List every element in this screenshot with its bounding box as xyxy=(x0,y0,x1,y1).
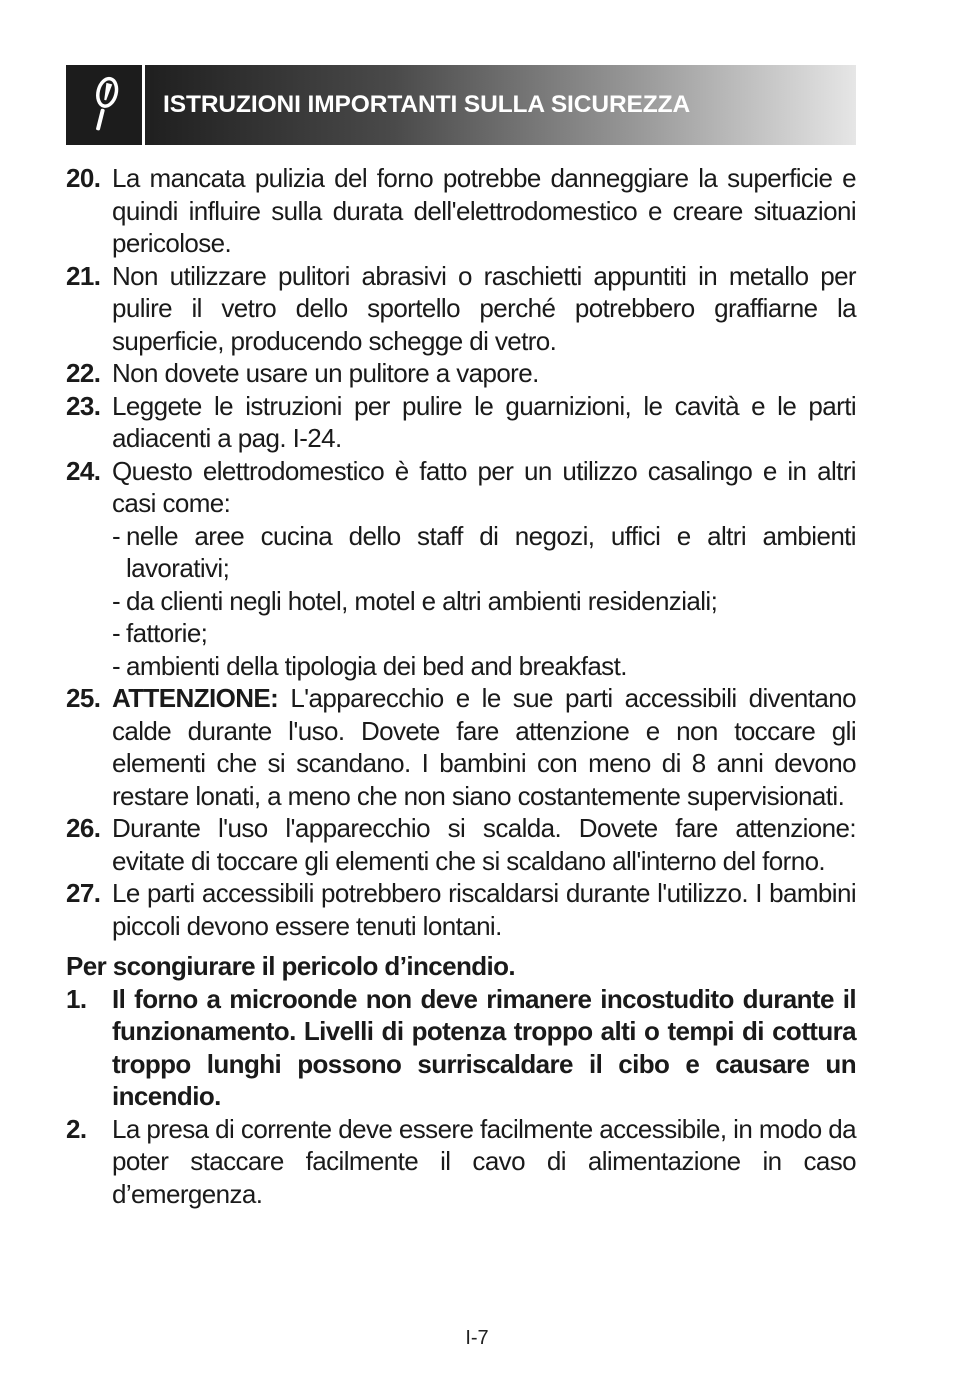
sub-list-item xyxy=(112,585,856,618)
list-item-23 xyxy=(66,390,856,455)
sub-item-text: nelle aree cucina dello staff di negozi, uffici e altri ambienti lavorativi; xyxy=(126,520,856,583)
page-title: ISTRUZIONI IMPORTANTI SULLA SICUREZZA xyxy=(163,91,691,118)
item-number: 20. xyxy=(66,163,101,193)
list-item-24 xyxy=(66,455,856,683)
item-text: La presa di corrente deve essere facilmente accessibile, in modo da poter staccare facilmente il cavo di alimentazione in caso d’emergenza. xyxy=(112,1113,856,1209)
header-icon-box xyxy=(66,65,142,145)
warning-label: ATTENZIONE: xyxy=(112,683,279,713)
item-text: Le parti accessibili potrebbero riscaldarsi durante l'utilizzo. I bambini piccoli devono essere tenuti lontani. xyxy=(112,878,856,941)
item-number: 1. xyxy=(66,983,87,1014)
warning-exclamation-icon xyxy=(84,75,124,135)
item-text: Questo elettrodomestico è fatto per un utilizzo casalingo e in altri casi come: xyxy=(112,455,856,518)
item-text-container xyxy=(112,682,856,812)
safety-instructions-list xyxy=(66,162,856,1210)
item-number: 26. xyxy=(66,813,101,843)
section-header xyxy=(66,65,856,145)
list-item-22 xyxy=(66,357,856,390)
item-number: 24. xyxy=(66,455,101,486)
item-number: 25. xyxy=(66,683,101,713)
dash-marker: - xyxy=(112,618,121,648)
item-number: 27. xyxy=(66,878,101,908)
sub-item-text: ambienti della tipologia dei bed and breakfast. xyxy=(126,650,627,681)
sub-list-item xyxy=(112,520,856,585)
item-text: Non dovete usare un pulitore a vapore. xyxy=(112,358,539,388)
page-number: I-7 xyxy=(465,1327,489,1349)
item-text: Non utilizzare pulitori abrasivi o raschietti appuntiti in metallo per pulire il vetro dello sportello perché potrebbero graffiarne la superficie, producendo schegge di vetro. xyxy=(112,260,856,356)
fire-list-item-1 xyxy=(66,983,856,1113)
item-text: Durante l'uso l'apparecchio si scalda. Dovete fare attenzione: evitate di toccare gli elementi che si scaldano all'interno del forno. xyxy=(112,813,856,876)
item-text: Il forno a microonde non deve rimanere incostudito durante il funzionamento. Livelli di potenza troppo alti o tempi di cottura troppo lunghi possono surriscaldare il cibo e causare un incendio. xyxy=(112,983,856,1111)
item-number: 21. xyxy=(66,260,101,291)
item-number: 2. xyxy=(66,1113,87,1144)
sub-item-text: da clienti negli hotel, motel e altri ambienti residenziali; xyxy=(126,585,718,616)
dash-marker: - xyxy=(112,585,121,616)
fire-section-heading: Per scongiurare il pericolo d’incendio. xyxy=(66,951,516,981)
list-item-25 xyxy=(66,682,856,812)
item-body xyxy=(112,455,856,683)
list-item-21 xyxy=(66,260,856,358)
fire-list-item-2 xyxy=(66,1113,856,1211)
dash-marker: - xyxy=(112,520,121,551)
sub-list-item xyxy=(112,650,856,683)
dash-marker: - xyxy=(112,650,121,681)
list-item-20 xyxy=(66,162,856,260)
item-text: Leggete le istruzioni per pulire le guarnizioni, le cavità e le parti adiacenti a pag. I-24. xyxy=(112,390,856,453)
list-item-26 xyxy=(66,812,856,877)
item-number: 22. xyxy=(66,358,101,388)
sub-item-text: fattorie; xyxy=(126,618,208,648)
item-text: L'apparecchio e le sue parti accessibili diventano calde durante l'uso. Dovete fare attenzione e non toccare gli elementi che si scandano. I bambini con meno di 8 anni devono restare lonati, a meno che non siano costantemente supervisionati. xyxy=(112,683,856,811)
item-number: 23. xyxy=(66,390,101,421)
sub-list-item xyxy=(112,617,856,650)
header-title-bar xyxy=(145,65,856,145)
item-text: La mancata pulizia del forno potrebbe danneggiare la superficie e quindi influire sulla durata dell'elettrodomestico e creare situazioni pericolose. xyxy=(112,163,856,258)
list-item-27 xyxy=(66,877,856,942)
